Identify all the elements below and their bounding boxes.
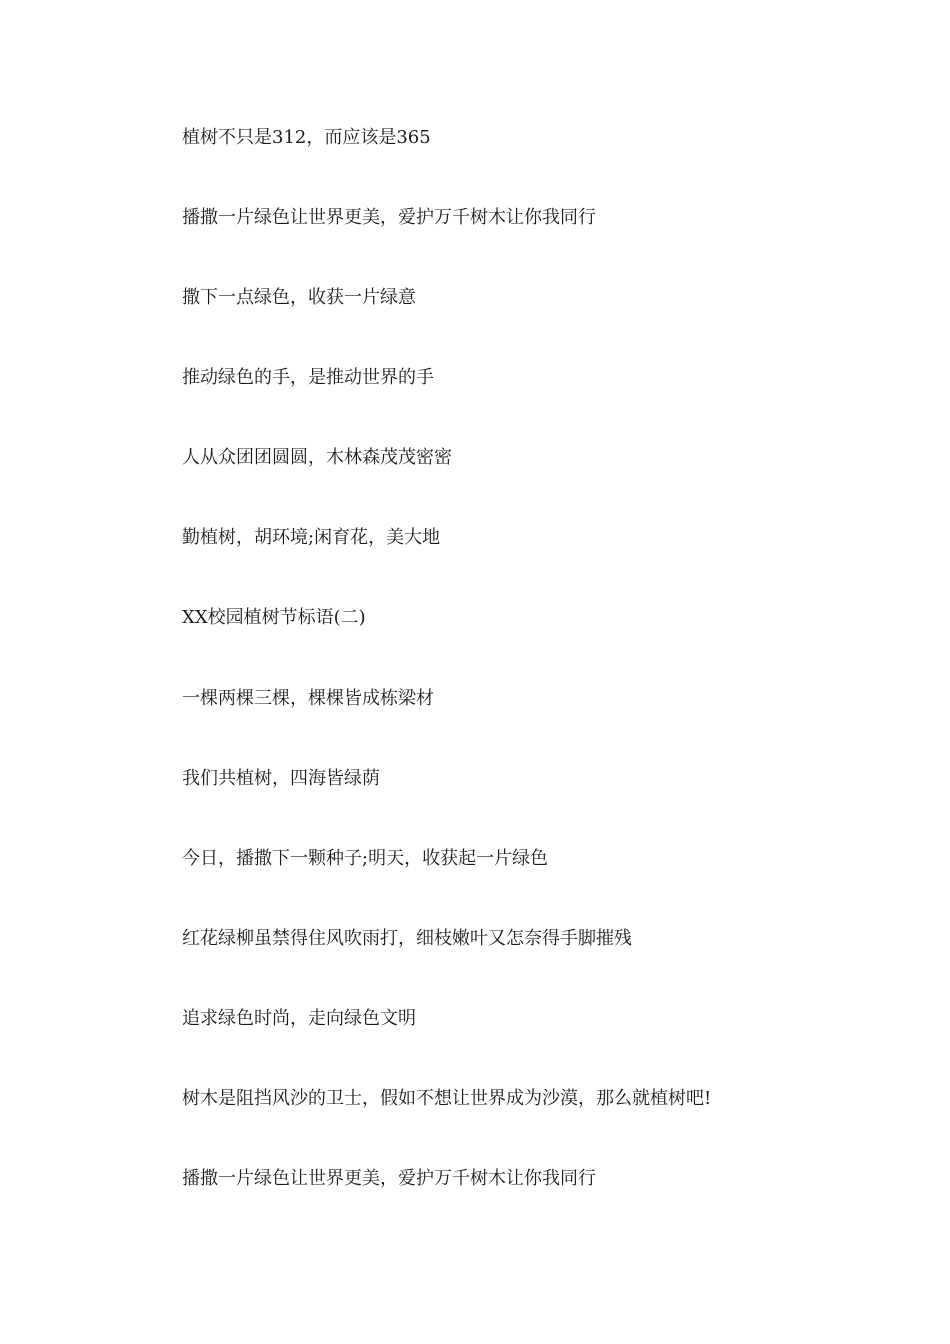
text-line: 红花绿柳虽禁得住风吹雨打，细枝嫩叶又怎奈得手脚摧残 [182, 928, 632, 949]
text-line: 播撒一片绿色让世界更美，爱护万千树木让你我同行 [182, 207, 596, 228]
text-line: 我们共植树，四海皆绿荫 [182, 768, 380, 789]
text-line: 一棵两棵三棵，棵棵皆成栋梁材 [182, 688, 434, 709]
text-line: 树木是阻挡风沙的卫士，假如不想让世界成为沙漠，那么就植树吧! [182, 1088, 712, 1109]
text-line: 植树不只是312，而应该是365 [182, 127, 431, 148]
text-line: 人从众团团圆圆，木林森茂茂密密 [182, 447, 452, 468]
text-line: 勤植树，胡环境;闲育花，美大地 [182, 527, 441, 548]
text-line: 推动绿色的手，是推动世界的手 [182, 367, 434, 388]
text-line: 追求绿色时尚，走向绿色文明 [182, 1008, 416, 1029]
text-line: 播撒一片绿色让世界更美，爱护万千树木让你我同行 [182, 1168, 596, 1189]
text-line: 撒下一点绿色，收获一片绿意 [182, 287, 416, 308]
section-heading: XX校园植树节标语(二) [182, 607, 366, 628]
text-line: 今日，播撒下一颗种子;明天，收获起一片绿色 [182, 848, 549, 869]
